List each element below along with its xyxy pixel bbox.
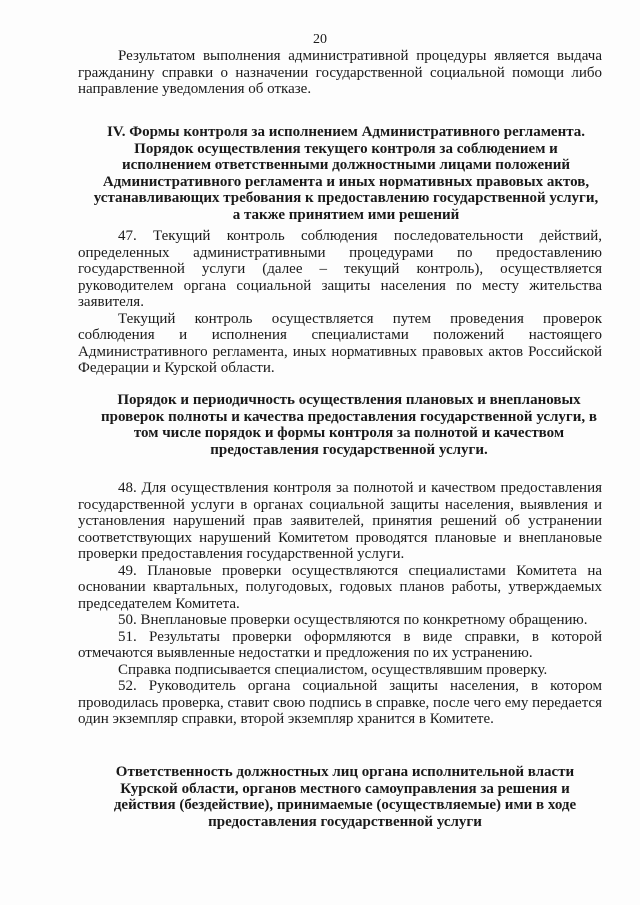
section-iv-block	[90, 124, 602, 223]
paragraph-51-continued: Справка подписывается специалистом, осуществлявшим проверку.	[118, 661, 548, 678]
order-section-block	[96, 392, 602, 458]
responsibility-section-heading: Ответственность должностных лиц органа исполнительной власти Курской области, органов местного самоуправления за решения и действия (бездействие), принимаемые (осуществляемые) ими в ходе предоставления государственной услуги	[113, 764, 577, 830]
responsibility-section-block	[88, 764, 602, 830]
paragraph-47: 47. Текущий контроль соблюдения последовательности действий, определенных административными процедурами по предоставлению государственной услуги (далее – текущий контроль), осуществляется руководителем органа социальной защиты населения по месту жительства заявителя.	[78, 228, 602, 310]
paragraph-47-continued: Текущий контроль осуществляется путем проведения проверок соблюдения и исполнения специалистами положений настоящего Административного регламента, иных нормативных правовых актов Российской Федерации и Курской области.	[78, 310, 602, 376]
paragraph-47-block	[78, 228, 602, 377]
paragraph-51: 51. Результаты проверки оформляются в виде справки, в которой отмечаются выявленные недостатки и предложения по их устранению.	[78, 628, 602, 661]
paragraph-52: 52. Руководитель органа социальной защиты населения, в котором проводилась проверка, ставит свою подпись в справке, после чего ему передается один экземпляр справки, второй экземпляр хранится в Комитете.	[78, 678, 602, 727]
paragraph-48: 48. Для осуществления контроля за полнотой и качеством предоставления государственной услуги в органах социальной защиты населения, выявления и установления нарушений прав заявителей, принятия решений об устранении соответствующих нарушений Комитетом проводятся плановые и внеплановые проверки предоставления государственной услуги.	[78, 480, 602, 562]
intro-paragraph: Результатом выполнения административной процедуры является выдача гражданину справки о назначении государственной социальной помощи либо направление уведомления об отказе.	[78, 48, 602, 97]
order-section-heading: Порядок и периодичность осуществления плановых и внеплановых проверок полноты и качества предоставления государственной услуги, в том числе порядок и формы контроля за полнотой и качеством предоставления государственной услуги.	[100, 392, 597, 458]
page-number: 20	[313, 32, 327, 47]
paragraph-49: 49. Плановые проверки осуществляются специалистами Комитета на основании квартальных, полугодовых, годовых планов работы, утверждаемых председателем Комитета.	[78, 562, 602, 612]
paragraph-50: 50. Внеплановые проверки осуществляются по конкретному обращению.	[118, 612, 588, 628]
paragraphs-48-52-block	[78, 480, 602, 728]
section-iv-heading: IV. Формы контроля за исполнением Административного регламента. Порядок осуществления текущего контроля за соблюдением и исполнением ответственными должностными лицами положений Административного регламента и иных нормативных правовых актов, устанавливающих требования к предоставлению государственной услуги, а также принятием ими решений	[93, 124, 599, 223]
intro-block	[78, 48, 602, 98]
